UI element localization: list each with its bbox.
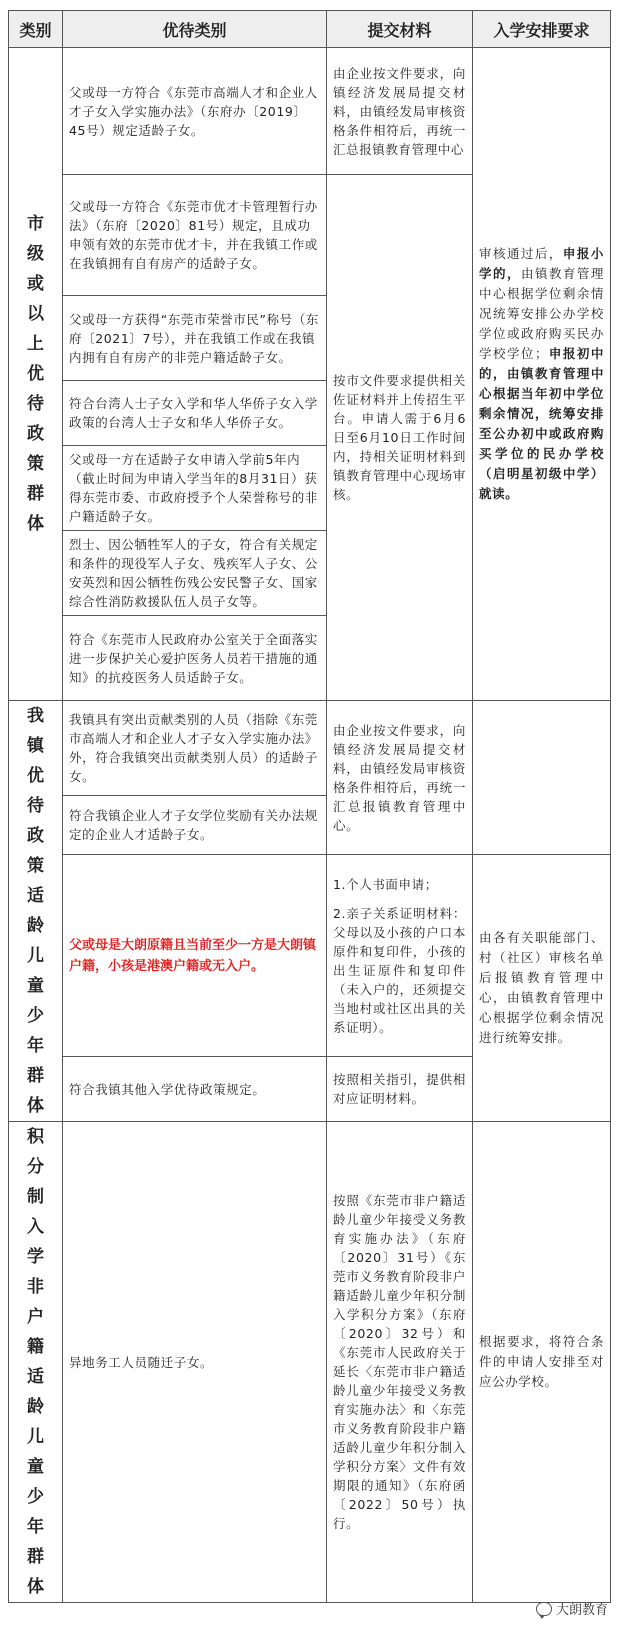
- arrangement-primary-detail: 由镇教育管理中心根据学位剩余情况统筹安排公办学校学位或政府购买民办学校学位；: [479, 266, 604, 361]
- material-item-2: 2.亲子关系证明材料：父母以及小孩的户口本原件和复印件，小孩的出生证原件和复印件（未入户的，还须提交当地村或社区出具的关系证明）。: [333, 905, 466, 1035]
- section1-row1-material: 由企业按文件要求，向镇经济发展局提交材料，由镇经发局审核资格条件相符后，再统一汇总报镇教育管理中心: [327, 48, 473, 175]
- section2-row4-material: 按照相关指引，提供相对应证明材料。: [327, 1057, 473, 1122]
- section3-arrangement: 根据要求，将符合条件的申请人安排至对应公办学校。: [473, 1122, 611, 1603]
- section1-category: 市级或以上优待政策群体: [9, 48, 63, 701]
- policy-table-container: [8, 10, 610, 1603]
- arrangement-primary-label: 申报小学的，: [479, 246, 604, 281]
- section1-row7-text: 符合《东莞市人民政府办公室关于全面落实进一步保护关心爱护医务人员若干措施的通知》的抗疫医务人员适龄子女。: [63, 616, 327, 701]
- section2-row3-material: [327, 855, 473, 1057]
- section1-material-shared: 按市文件要求提供相关佐证材料并上传招生平台。申请人需于6月6日至6月10日工作时间内，持相关证明材料到镇教育管理中心现场审核。: [327, 175, 473, 701]
- section2-row2-text: 符合我镇企业人才子女学位奖励有关办法规定的企业人才适龄子女。: [63, 796, 327, 855]
- arrangement-intro: 审核通过后，: [479, 246, 563, 261]
- section2-row1-text: 我镇具有突出贡献类别的人员（指除《东莞市高端人才和企业人才子女入学实施办法》外，符合我镇突出贡献类别人员）的适龄子女。: [63, 701, 327, 796]
- section1-arrangement: [473, 48, 611, 701]
- section2-arrangement: 由各有关职能部门、村（社区）审核名单后报镇教育管理中心，由镇教育管理中心根据学位剩余情况进行统筹安排。: [473, 855, 611, 1122]
- section1-row3-text: 父或母一方获得“东莞市荣誉市民”称号（东府〔2021〕7号），并在我镇工作或在我镇内拥有自有房产的非莞户籍适龄子女。: [63, 296, 327, 381]
- section2-row3-text: 父或母是大朗原籍且当前至少一方是大朗镇户籍，小孩是港澳户籍或无入户。: [63, 855, 327, 1057]
- section2-row4-text: 符合我镇其他入学优待政策规定。: [63, 1057, 327, 1122]
- wechat-icon: [536, 1602, 552, 1616]
- table-row: [9, 48, 611, 175]
- header-materials: 提交材料: [327, 11, 473, 48]
- section2-row12-material: 由企业按文件要求，向镇经济发展局提交材料，由镇经发局审核资格条件相符后，再统一汇总报镇教育管理中心。: [327, 701, 473, 855]
- table-row: [9, 701, 611, 796]
- table-row: [9, 855, 611, 1057]
- section2-category: 我镇优待政策适龄儿童少年群体: [9, 701, 63, 1122]
- policy-table: [8, 10, 611, 1603]
- table-header-row: [9, 11, 611, 48]
- section1-row5-text: 父或母一方在适龄子女申请入学前5年内（截止时间为申请入学当年的8月31日）获得东莞市委、市政府授予个人荣誉称号的非户籍适龄子女。: [63, 446, 327, 531]
- header-arrangement: 入学安排要求: [473, 11, 611, 48]
- watermark-text: 大朗教育: [555, 1603, 608, 1618]
- arrangement-junior: 申报初中的，由镇教育管理中心根据当年初中学位剩余情况，统筹安排至公办初中或政府购买学位的民办学校（启明星初级中学）就读。: [479, 346, 604, 501]
- material-item-1: 1.个人书面申请；: [333, 876, 438, 892]
- section3-row1-text: 异地务工人员随迁子女。: [63, 1122, 327, 1603]
- header-category: 类别: [9, 11, 63, 48]
- section1-row2-text: 父或母一方符合《东莞市优才卡管理暂行办法》（东府〔2020〕81号）规定，且成功申领有效的东莞市优才卡，并在我镇工作或在我镇拥有自有房产的适龄子女。: [63, 175, 327, 296]
- watermark: [536, 1599, 608, 1618]
- section1-row6-text: 烈士、因公牺牲军人的子女，符合有关规定和条件的现役军人子女、残疾军人子女、公安英烈和因公牺牲伤残公安民警子女、国家综合性消防救援队伍人员子女等。: [63, 531, 327, 616]
- table-row: [9, 1122, 611, 1603]
- header-preferential-type: 优待类别: [63, 11, 327, 48]
- section2-empty-arrangement: [473, 701, 611, 855]
- section3-category: 积分制入学非户籍适龄儿童少年群体: [9, 1122, 63, 1603]
- section1-row4-text: 符合台湾人士子女入学和华人华侨子女入学政策的台湾人士子女和华人华侨子女。: [63, 381, 327, 446]
- section1-row1-text: 父或母一方符合《东莞市高端人才和企业人才子女入学实施办法》（东府办〔2019〕45号）规定适龄子女。: [63, 48, 327, 175]
- section3-row1-material: 按照《东莞市非户籍适龄儿童少年接受义务教育实施办法》（东府〔2020〕31号）《东莞市义务教育阶段非户籍适龄儿童少年积分制入学积分方案》（东府〔2020〕32号）和《东莞市人民政府关于延长〈东莞市非户籍适龄儿童少年接受义务教育实施办法〉和〈东莞市义务教育阶段非户籍适龄儿童少年积分制入学积分方案〉文件有效期限的通知》（东府函〔2022〕50号）执行。: [327, 1122, 473, 1603]
